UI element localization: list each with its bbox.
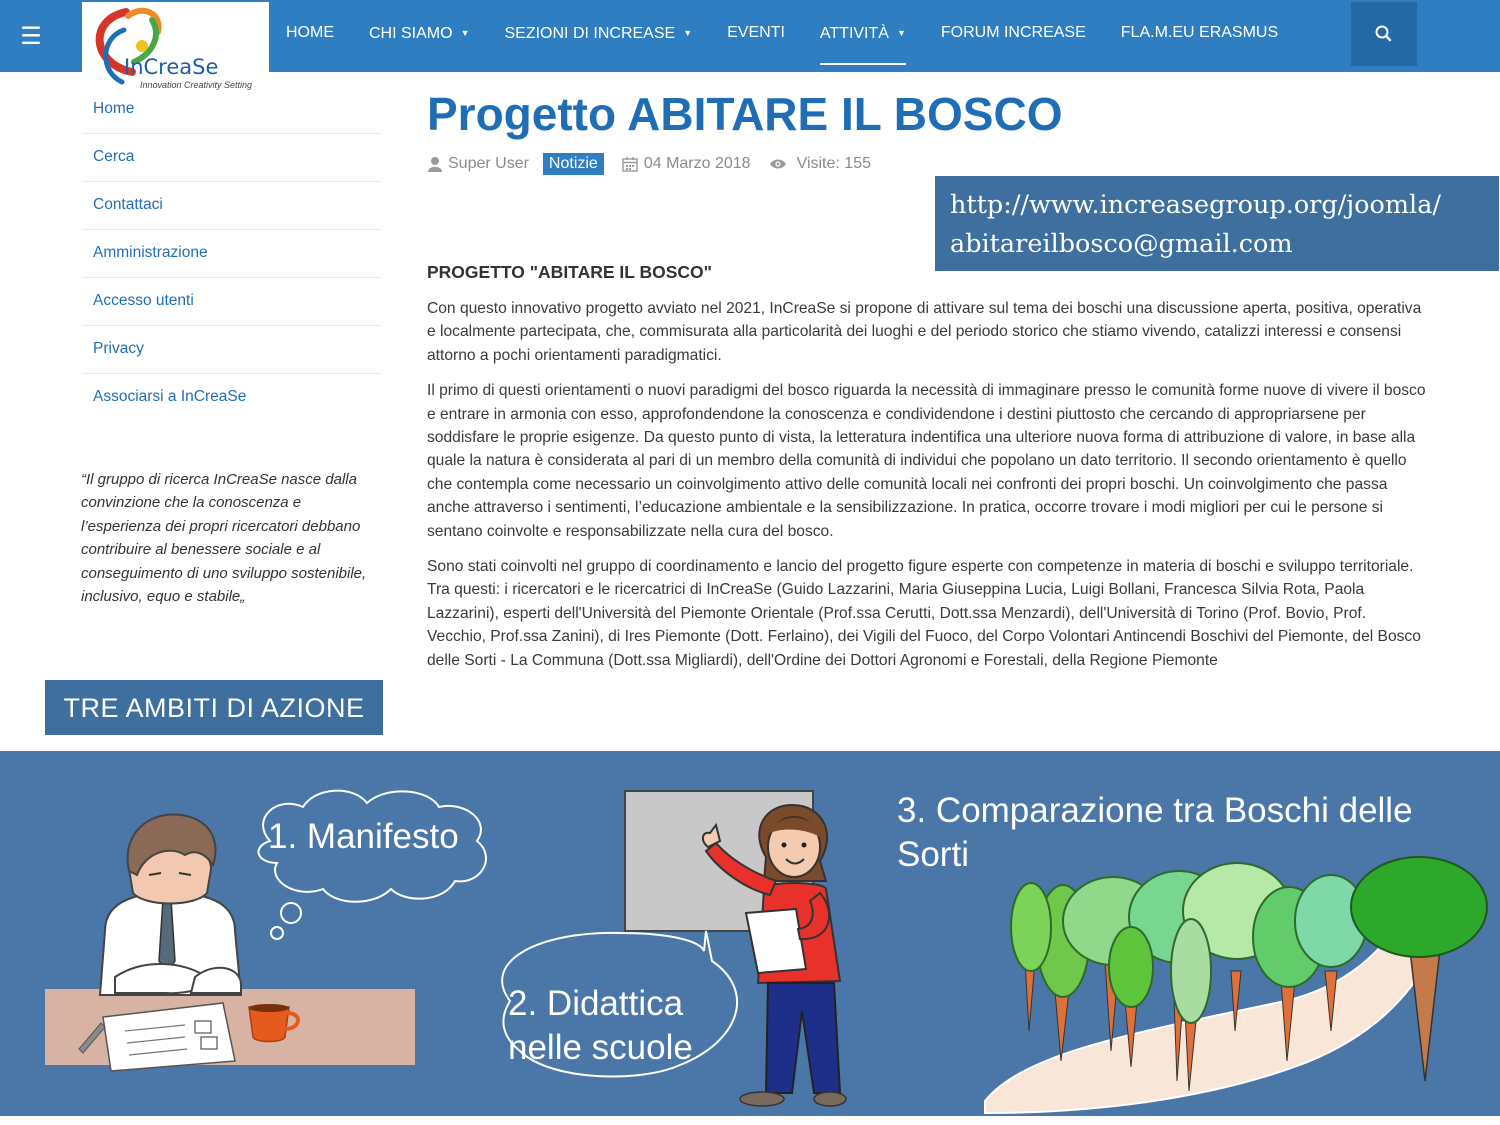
increase-logo-icon — [82, 2, 269, 94]
sidebar-item-home[interactable]: Home — [82, 86, 381, 134]
contact-info-box — [935, 176, 1499, 271]
svg-text:InCreaSe: InCreaSe — [124, 55, 219, 79]
nav-item-sezioni-di-increase[interactable] — [504, 0, 692, 72]
nav-item-forum-increase[interactable] — [941, 0, 1086, 72]
ambito-comparazione-label — [897, 789, 1413, 877]
sidebar-menu — [82, 86, 381, 422]
sidebar-item-contattaci[interactable]: Contattaci — [82, 182, 381, 230]
nav-item-label: EVENTI — [727, 24, 785, 41]
caret-down-icon: ▼ — [460, 28, 470, 38]
nav-item-label: FORUM INCREASE — [940, 24, 1086, 41]
sidebar-item-cerca[interactable]: Cerca — [82, 134, 381, 182]
sidebar-item-associarsi-a-increase[interactable]: Associarsi a InCreaSe — [93, 388, 247, 405]
ambito-comparazione-line1: 3. Comparazione tra Boschi delle — [897, 791, 1413, 830]
eye-icon — [769, 158, 787, 170]
article-author[interactable]: Super User — [448, 155, 529, 172]
article-subheading: PROGETTO "ABITARE IL BOSCO" — [427, 262, 712, 282]
section-label-box: TRE AMBITI DI AZIONE — [45, 680, 383, 735]
article-date: 04 Marzo 2018 — [643, 155, 751, 172]
website-url: http://www.increasegroup.org/joomla/ — [950, 190, 1442, 220]
search-icon — [1351, 2, 1417, 66]
site-logo[interactable] — [82, 2, 269, 94]
nav-item-fla-m-eu-erasmus[interactable] — [1121, 0, 1278, 72]
user-icon — [428, 156, 442, 172]
article-paragraph: Sono stati coinvolti nel gruppo di coordinamento e lancio del progetto figure esperte con competenze in materia di boschi e sviluppo territoriale. Tra questi: i ricercatori e le ricercatrici di InCreaSe (Guido Lazzarini, Maria Giuseppina Lucia, Luigi Bollani, Francesca Silvia Rota, Paola Lazzarini), esperti dell'Università del Piemonte Orientale (Prof.ssa Cerutti, Dott.ssa Menzardi), dell'Università di Torino (Prof. Bovio, Prof. Vecchio, Prof.ssa Zanini), di Ires Piemonte (Dott. Ferlaino), dei Vigili del Fuoco, del Corpo Volontari Antincendi Boschivi del Piemonte, del Bosco delle Sorti - La Communa (Dott.ssa Migliardi), dell'Ordine dei Dottori Agronomi e Forestali, della Regione Piemonte — [427, 558, 1421, 669]
article-body — [427, 297, 1427, 684]
nav-item-label: SEZIONI DI INCREASE — [504, 25, 676, 42]
search-button[interactable] — [1351, 2, 1417, 66]
nav-item-home[interactable] — [286, 0, 334, 72]
nav-item-label: ATTIVITÀ — [819, 25, 889, 42]
action-areas-panel — [0, 751, 1500, 1116]
ambito-comparazione-line2: Sorti — [897, 835, 969, 874]
top-navbar — [0, 0, 1500, 90]
article-meta — [428, 152, 871, 176]
sidebar-item-amministrazione[interactable]: Amministrazione — [82, 230, 381, 278]
sidebar-item-privacy[interactable]: Privacy — [82, 326, 381, 374]
article-paragraph: Il primo di questi orientamenti o nuovi paradigmi del bosco riguarda la necessità di immaginare presso le comunità forme nuove di vivere il bosco e entrare in armonia con esso, approfondendone la conoscenza e condividendone i destini piuttosto che cercando di appropriarsene per soddisfare le proprie esigenze. Da questo punto di vista, la letteratura indentifica una ulteriore nuova forma di attribuzione di valore, in base alla quale la natura è considerata al pari di un membro della comunità di individui che popolano un dato territorio. Il secondo orientamento è quello che contempla come necessario un coinvolgimento attivo delle comunità locali nei confronti dei propri boschi. Un coinvolgimento che passa anche attraverso i sentimenti, l’educazione ambientale e la sensibilizzazione. In pratica, occorre trovare i modi migliori per cui le persone si sentano coinvolte e responsabilizzate nella cura del bosco. — [427, 382, 1426, 540]
contact-email: abitareilbosco@gmail.com — [950, 229, 1293, 259]
sidebar-quote: “Il gruppo di ricerca InCreaSe nasce dalla convinzione che la conoscenza e l’esperienza dei propri ricercatori debbano contribuire al benessere sociale e al conseguimento di uno sviluppo sostenibile, inclusivo, equo e stabile„ — [81, 471, 367, 606]
article-visits: Visite: 155 — [796, 155, 871, 172]
hamburger-icon[interactable]: ☰ — [20, 22, 42, 50]
nav-item-chi-siamo[interactable] — [369, 0, 469, 72]
nav-item-label: HOME — [286, 24, 334, 41]
article-paragraph: Con questo innovativo progetto avviato nel 2021, InCreaSe si propone di attivare sul tema dei boschi una discussione aperta, positiva, operativa e localmente partecipata, che, commisurata alla particolarità dei luoghi e del periodo storico che stiamo vivendo, catalizzi interessi e consensi attorno a pochi orientamenti paradigmatici. — [427, 300, 1422, 364]
ambito-didattica-line2: nelle scuole — [508, 1028, 693, 1067]
nav-item-attivit[interactable] — [820, 0, 906, 72]
nav-item-eventi[interactable] — [727, 0, 785, 72]
sidebar-item-accesso-utenti[interactable]: Accesso utenti — [82, 278, 381, 326]
nav-item-label: CHI SIAMO — [369, 25, 453, 42]
forest-illustration — [985, 851, 1500, 1116]
caret-down-icon: ▼ — [683, 28, 693, 38]
calendar-icon — [622, 156, 638, 172]
ambito-didattica-line1: 2. Didattica — [508, 984, 684, 1023]
svg-text:Innovation Creativity Setting: Innovation Creativity Setting — [140, 80, 253, 90]
page-title: Progetto ABITARE IL BOSCO — [427, 88, 1063, 140]
main-menu — [286, 0, 1313, 72]
nav-item-label: FLA.M.EU ERASMUS — [1120, 24, 1279, 41]
ambito-manifesto-label: 1. Manifesto — [268, 817, 459, 856]
caret-down-icon: ▼ — [896, 28, 906, 38]
category-badge[interactable]: Notizie — [543, 153, 604, 175]
ambito-didattica-label — [508, 982, 693, 1070]
